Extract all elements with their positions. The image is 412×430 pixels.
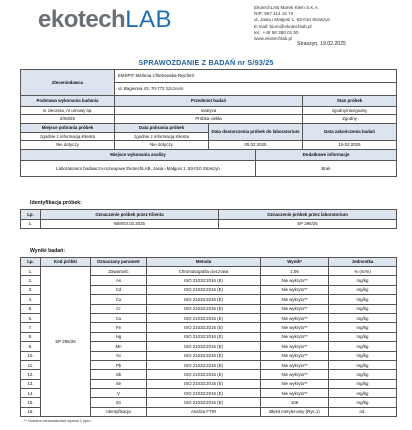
sample-code-cell: SP 296/25 bbox=[41, 267, 91, 417]
table-cell: Mn bbox=[91, 342, 147, 351]
table-cell: mg/kg bbox=[329, 332, 397, 341]
table-cell: Nie wykryto** bbox=[261, 295, 329, 304]
table-cell: Se bbox=[91, 379, 147, 388]
subject-label: Przedmiot badań bbox=[115, 96, 303, 107]
table-cell: 11. bbox=[21, 360, 41, 369]
table-cell: 9. bbox=[21, 342, 41, 351]
delivery-label: Data dostarczenia próbek do laboratorium bbox=[209, 124, 303, 141]
table-cell: mg/kg bbox=[329, 379, 397, 388]
table-cell: Analiza FTIR bbox=[147, 407, 261, 416]
table-cell: ISO 21033:2016 (E) bbox=[147, 379, 261, 388]
table-cell: Nie wykryto** bbox=[261, 332, 329, 341]
company-logo bbox=[38, 6, 172, 36]
basis-label: Podstawa wykonania badania bbox=[21, 96, 115, 107]
state-sub: zgodny/niezgodny bbox=[303, 107, 397, 115]
table-cell: Zawartość bbox=[91, 267, 147, 276]
table-cell: ISO 21033:2016 (E) bbox=[147, 332, 261, 341]
table-cell: 14. bbox=[21, 389, 41, 398]
table-cell: Nie wykryto** bbox=[261, 342, 329, 351]
state-label: Stan próbek bbox=[303, 96, 397, 107]
table-cell: ISO 21033:2016 (E) bbox=[147, 313, 261, 322]
sampling-place-sub: zgodnie z informacją Klienta bbox=[21, 133, 115, 141]
results-header-result: Wynik* bbox=[261, 258, 329, 267]
table-cell: As bbox=[91, 276, 147, 285]
table-cell: mg/kg bbox=[329, 351, 397, 360]
table-cell: mg/kg bbox=[329, 295, 397, 304]
completion-value: 19.02.2025 bbox=[303, 141, 397, 150]
table-cell: Fe bbox=[91, 323, 147, 332]
basis-value: Z/93/25 bbox=[21, 115, 115, 124]
table-cell: 13. bbox=[21, 379, 41, 388]
table-cell: Nie wykryto** bbox=[261, 304, 329, 313]
company-line: ul. Jasia i Małgosi 1, 83-010 Straszyn bbox=[254, 17, 331, 23]
table-cell: Cu bbox=[91, 313, 147, 322]
table-cell: Cd bbox=[91, 285, 147, 294]
table-cell: 1. bbox=[21, 220, 41, 229]
table-cell: Nie wykryto** bbox=[261, 313, 329, 322]
table-cell: 2. bbox=[21, 276, 41, 285]
table-cell: Nie wykryto** bbox=[261, 360, 329, 369]
table-cell: ISO 21033:2016 (E) bbox=[147, 360, 261, 369]
table-cell: Zn bbox=[91, 398, 147, 407]
table-cell: 8. bbox=[21, 332, 41, 341]
results-header-unit: Jednostka bbox=[329, 258, 397, 267]
city-date: Straszyn, 19.02.2025 bbox=[297, 41, 347, 47]
analysis-place-label: Miejsce wykonania analizy bbox=[21, 150, 256, 161]
table-cell: mg/kg bbox=[329, 398, 397, 407]
table-cell: SP 296/25 bbox=[219, 220, 397, 229]
results-section-title: Wyniki badań: bbox=[30, 248, 66, 254]
id-header-client: Oznaczenie próbek przez Klienta bbox=[41, 210, 219, 220]
table-cell: 10. bbox=[21, 351, 41, 360]
table-cell: ISO 21033:2016 (E) bbox=[147, 370, 261, 379]
report-title: SPRAWOZDANIE Z BADAŃ nr S/93/25 bbox=[138, 58, 274, 67]
table-cell: ISO 21033:2016 (E) bbox=[147, 285, 261, 294]
table-cell: ISO 21033:2016 (E) bbox=[147, 276, 261, 285]
table-cell: Nie wykryto** bbox=[261, 379, 329, 388]
results-table bbox=[20, 257, 397, 417]
table-cell: Pb bbox=[91, 360, 147, 369]
table-cell: 4. bbox=[21, 295, 41, 304]
table-cell: Nie wykryto** bbox=[261, 285, 329, 294]
company-line: EkotechLAB Marek Klein S.K.A. bbox=[254, 5, 320, 10]
client-label: Zleceniodawca bbox=[21, 70, 115, 96]
table-cell: Chromatografia cieczowa bbox=[147, 267, 261, 276]
table-cell: ISO 21033:2016 (E) bbox=[147, 304, 261, 313]
table-cell: % (m/m) bbox=[329, 267, 397, 276]
table-cell: Sb bbox=[91, 370, 147, 379]
table-cell: mg/kg bbox=[329, 276, 397, 285]
table-cell: IBM/03.02.2025 bbox=[41, 220, 219, 229]
id-header-lp: Lp. bbox=[21, 210, 41, 220]
results-header-method: Metoda bbox=[147, 258, 261, 267]
table-cell: 3. bbox=[21, 285, 41, 294]
table-cell: mg/kg bbox=[329, 389, 397, 398]
table-cell: Nie wykryto** bbox=[261, 276, 329, 285]
company-line: www.ekotechlab.pl bbox=[254, 36, 293, 42]
table-cell: 1,06 bbox=[261, 267, 329, 276]
table-cell: ISO 21033:2016 (E) bbox=[147, 342, 261, 351]
table-cell: Nie wykryto** bbox=[261, 370, 329, 379]
table-cell: ISO 21033:2016 (E) bbox=[147, 389, 261, 398]
state-value: Zgodny bbox=[303, 115, 397, 124]
table-cell: mg/kg bbox=[329, 370, 397, 379]
table-cell: mg/kg bbox=[329, 304, 397, 313]
subject-sub: matryca bbox=[115, 107, 303, 115]
table-cell: Nie wykryto** bbox=[261, 351, 329, 360]
client-address: ul. Bagienna 43, 70-772 Szczecin bbox=[115, 83, 397, 96]
logo-text-lab: LAB bbox=[125, 6, 173, 33]
table-cell: ISO 21033:2016 (E) bbox=[147, 323, 261, 332]
table-cell: ISO 21033:2016 (E) bbox=[147, 398, 261, 407]
completion-label: Data zakończenia badań bbox=[303, 124, 397, 141]
table-cell: mg/kg bbox=[329, 323, 397, 332]
table-cell: Błękit metylenowy (Rys.1) bbox=[261, 407, 329, 416]
table-row bbox=[21, 267, 397, 276]
logo-text-ekotech: ekotech bbox=[38, 6, 126, 33]
identification-section-title: Identyfikacja próbek: bbox=[30, 200, 82, 206]
table-cell: 1. bbox=[21, 267, 41, 276]
table-cell: Cr bbox=[91, 304, 147, 313]
table-cell: Identyfikacja bbox=[91, 407, 147, 416]
table-cell: nd. bbox=[329, 407, 397, 416]
sampling-place-label: Miejsce pobrania próbek bbox=[21, 124, 115, 133]
table-cell: Ni bbox=[91, 351, 147, 360]
table-cell: ISO 21033:2016 (E) bbox=[147, 295, 261, 304]
table-cell: mg/kg bbox=[329, 342, 397, 351]
client-name: EMSPIT Marlena Chlebowska-Rejchert bbox=[115, 70, 397, 83]
table-cell: 6. bbox=[21, 313, 41, 322]
company-info bbox=[254, 5, 330, 42]
results-header-code: Kod próbki bbox=[41, 258, 91, 267]
results-header-lp: Lp. bbox=[21, 258, 41, 267]
table-cell: Nie wykryto** bbox=[261, 323, 329, 332]
additional-label: Dodatkowe informacje bbox=[256, 150, 397, 161]
info-table bbox=[20, 69, 397, 177]
table-cell: mg/kg bbox=[329, 360, 397, 369]
company-line: tel.: +48 58 380 01 50 bbox=[254, 29, 299, 35]
id-header-lab: Oznaczenie próbek przez laboratorium bbox=[219, 210, 397, 220]
sampling-date-label: Data pobrania próbek bbox=[115, 124, 209, 133]
sampling-place-value: Nie dotyczy bbox=[21, 141, 115, 150]
results-header-parameter: Oznaczany parametr bbox=[91, 258, 147, 267]
table-cell: mg/kg bbox=[329, 313, 397, 322]
table-cell: Nie wykryto** bbox=[261, 389, 329, 398]
sampling-date-value: Nie dotyczy bbox=[115, 141, 209, 150]
subject-value: Próbka ciekła bbox=[115, 115, 303, 124]
table-cell: 16. bbox=[21, 407, 41, 416]
table-cell: mg/kg bbox=[329, 285, 397, 294]
basis-sub: nr zlecenia, nr umowy itp. bbox=[21, 107, 115, 115]
table-cell: V bbox=[91, 389, 147, 398]
table-cell: Co bbox=[91, 295, 147, 304]
table-cell: Hg bbox=[91, 332, 147, 341]
additional-value: Brak bbox=[256, 161, 397, 177]
table-cell: ISO 21033:2016 (E) bbox=[147, 351, 261, 360]
delivery-value: 05.02.2025 bbox=[209, 141, 303, 150]
table-cell: 106 bbox=[261, 398, 329, 407]
company-line: E-mail: biuro@ekotechlab.pl bbox=[254, 23, 312, 29]
table-cell: 12. bbox=[21, 370, 41, 379]
analysis-place-value: Laboratorium badawczo-rozwojowe EkotechLAB, Jasia i Małgosi 1, 83-010 Straszyn bbox=[21, 161, 256, 177]
table-cell: 7. bbox=[21, 323, 41, 332]
company-line: NIP: 957 114 15 72 bbox=[254, 11, 294, 17]
sampling-date-sub: zgodnie z informacją Klienta bbox=[115, 133, 209, 141]
results-footnote: ** Granica oznaczalności wynosi 1 ppm bbox=[24, 419, 91, 423]
table-cell: 5. bbox=[21, 304, 41, 313]
identification-table bbox=[20, 209, 397, 229]
table-cell: 15. bbox=[21, 398, 41, 407]
